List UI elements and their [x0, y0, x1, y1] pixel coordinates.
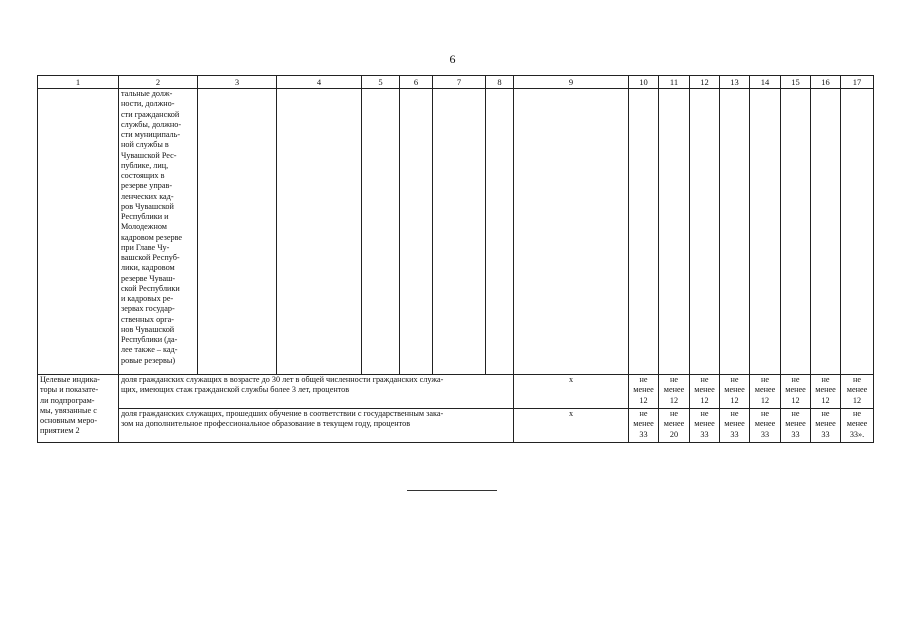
value-cell: не менее 12 [629, 375, 659, 409]
col-header: 7 [433, 76, 486, 89]
empty-cell [811, 89, 841, 375]
value-cell: не менее 12 [750, 375, 781, 409]
value-cell: не менее 12 [841, 375, 874, 409]
end-divider [407, 490, 497, 491]
value-cell: не менее 33». [841, 409, 874, 443]
empty-cell [362, 89, 400, 375]
value-cell: не менее 33 [781, 409, 811, 443]
col-header: 13 [720, 76, 750, 89]
col-header: 5 [362, 76, 400, 89]
empty-cell [198, 89, 277, 375]
col-header: 6 [400, 76, 433, 89]
col-header: 11 [659, 76, 690, 89]
col-header: 15 [781, 76, 811, 89]
indicator-row [38, 375, 874, 409]
mark-cell: х [514, 409, 629, 443]
col-header: 14 [750, 76, 781, 89]
empty-cell [514, 89, 629, 375]
col-header: 1 [38, 76, 119, 89]
value-cell: не менее 33 [750, 409, 781, 443]
col-header: 17 [841, 76, 874, 89]
col-header: 4 [277, 76, 362, 89]
empty-cell [781, 89, 811, 375]
empty-cell [629, 89, 659, 375]
indicator-row [38, 409, 874, 443]
col-header: 12 [690, 76, 720, 89]
value-cell: не менее 12 [659, 375, 690, 409]
continuation-text: тальные долж- ности, должно- сти гражданской службы, должно- сти муниципаль- ной службы в Чувашской Рес- публике, лиц, состоящих в резерве управ- ленческих кад- ров Чувашской Республики и Молодежном кадровом резерве при Главе Чу- вашской Респуб- лики, кадровом резерве Чуваш- ской Республики и кадровых ре- зервах государ- ственных орга- нов Чувашской Республики (да- лее также – кад- ровые резервы) [119, 89, 198, 375]
indicator-text: доля гражданских служащих, прошедших обучение в соответствии с государственным зака- зом на дополнительное профессиональное образование в текущем году, процентов [119, 409, 514, 443]
mark-cell: х [514, 375, 629, 409]
empty-cell [400, 89, 433, 375]
value-cell: не менее 33 [720, 409, 750, 443]
empty-cell [486, 89, 514, 375]
value-cell: не менее 12 [690, 375, 720, 409]
empty-cell [720, 89, 750, 375]
continuation-row [38, 89, 874, 375]
header-row [38, 76, 874, 89]
empty-cell [277, 89, 362, 375]
value-cell: не менее 20 [659, 409, 690, 443]
empty-cell [433, 89, 486, 375]
page-number: 6 [449, 52, 456, 66]
value-cell: не менее 33 [629, 409, 659, 443]
value-cell: не менее 12 [811, 375, 841, 409]
empty-cell [659, 89, 690, 375]
col-header: 16 [811, 76, 841, 89]
col-header: 9 [514, 76, 629, 89]
value-cell: не менее 12 [781, 375, 811, 409]
group-label: Целевые индика- торы и показате- ли подпрограм- мы, увязанные с основным меро- приятием 2 [38, 375, 119, 443]
indicator-text: доля гражданских служащих в возрасте до 30 лет в общей численности гражданских служа- щих, имеющих стаж гражданской службы более 3 лет, процентов [119, 375, 514, 409]
empty-cell [841, 89, 874, 375]
col-header: 8 [486, 76, 514, 89]
empty-cell [750, 89, 781, 375]
col-header: 10 [629, 76, 659, 89]
empty-cell [38, 89, 119, 375]
value-cell: не менее 12 [720, 375, 750, 409]
col-header: 2 [119, 76, 198, 89]
empty-cell [690, 89, 720, 375]
col-header: 3 [198, 76, 277, 89]
value-cell: не менее 33 [690, 409, 720, 443]
program-table [37, 75, 874, 443]
value-cell: не менее 33 [811, 409, 841, 443]
